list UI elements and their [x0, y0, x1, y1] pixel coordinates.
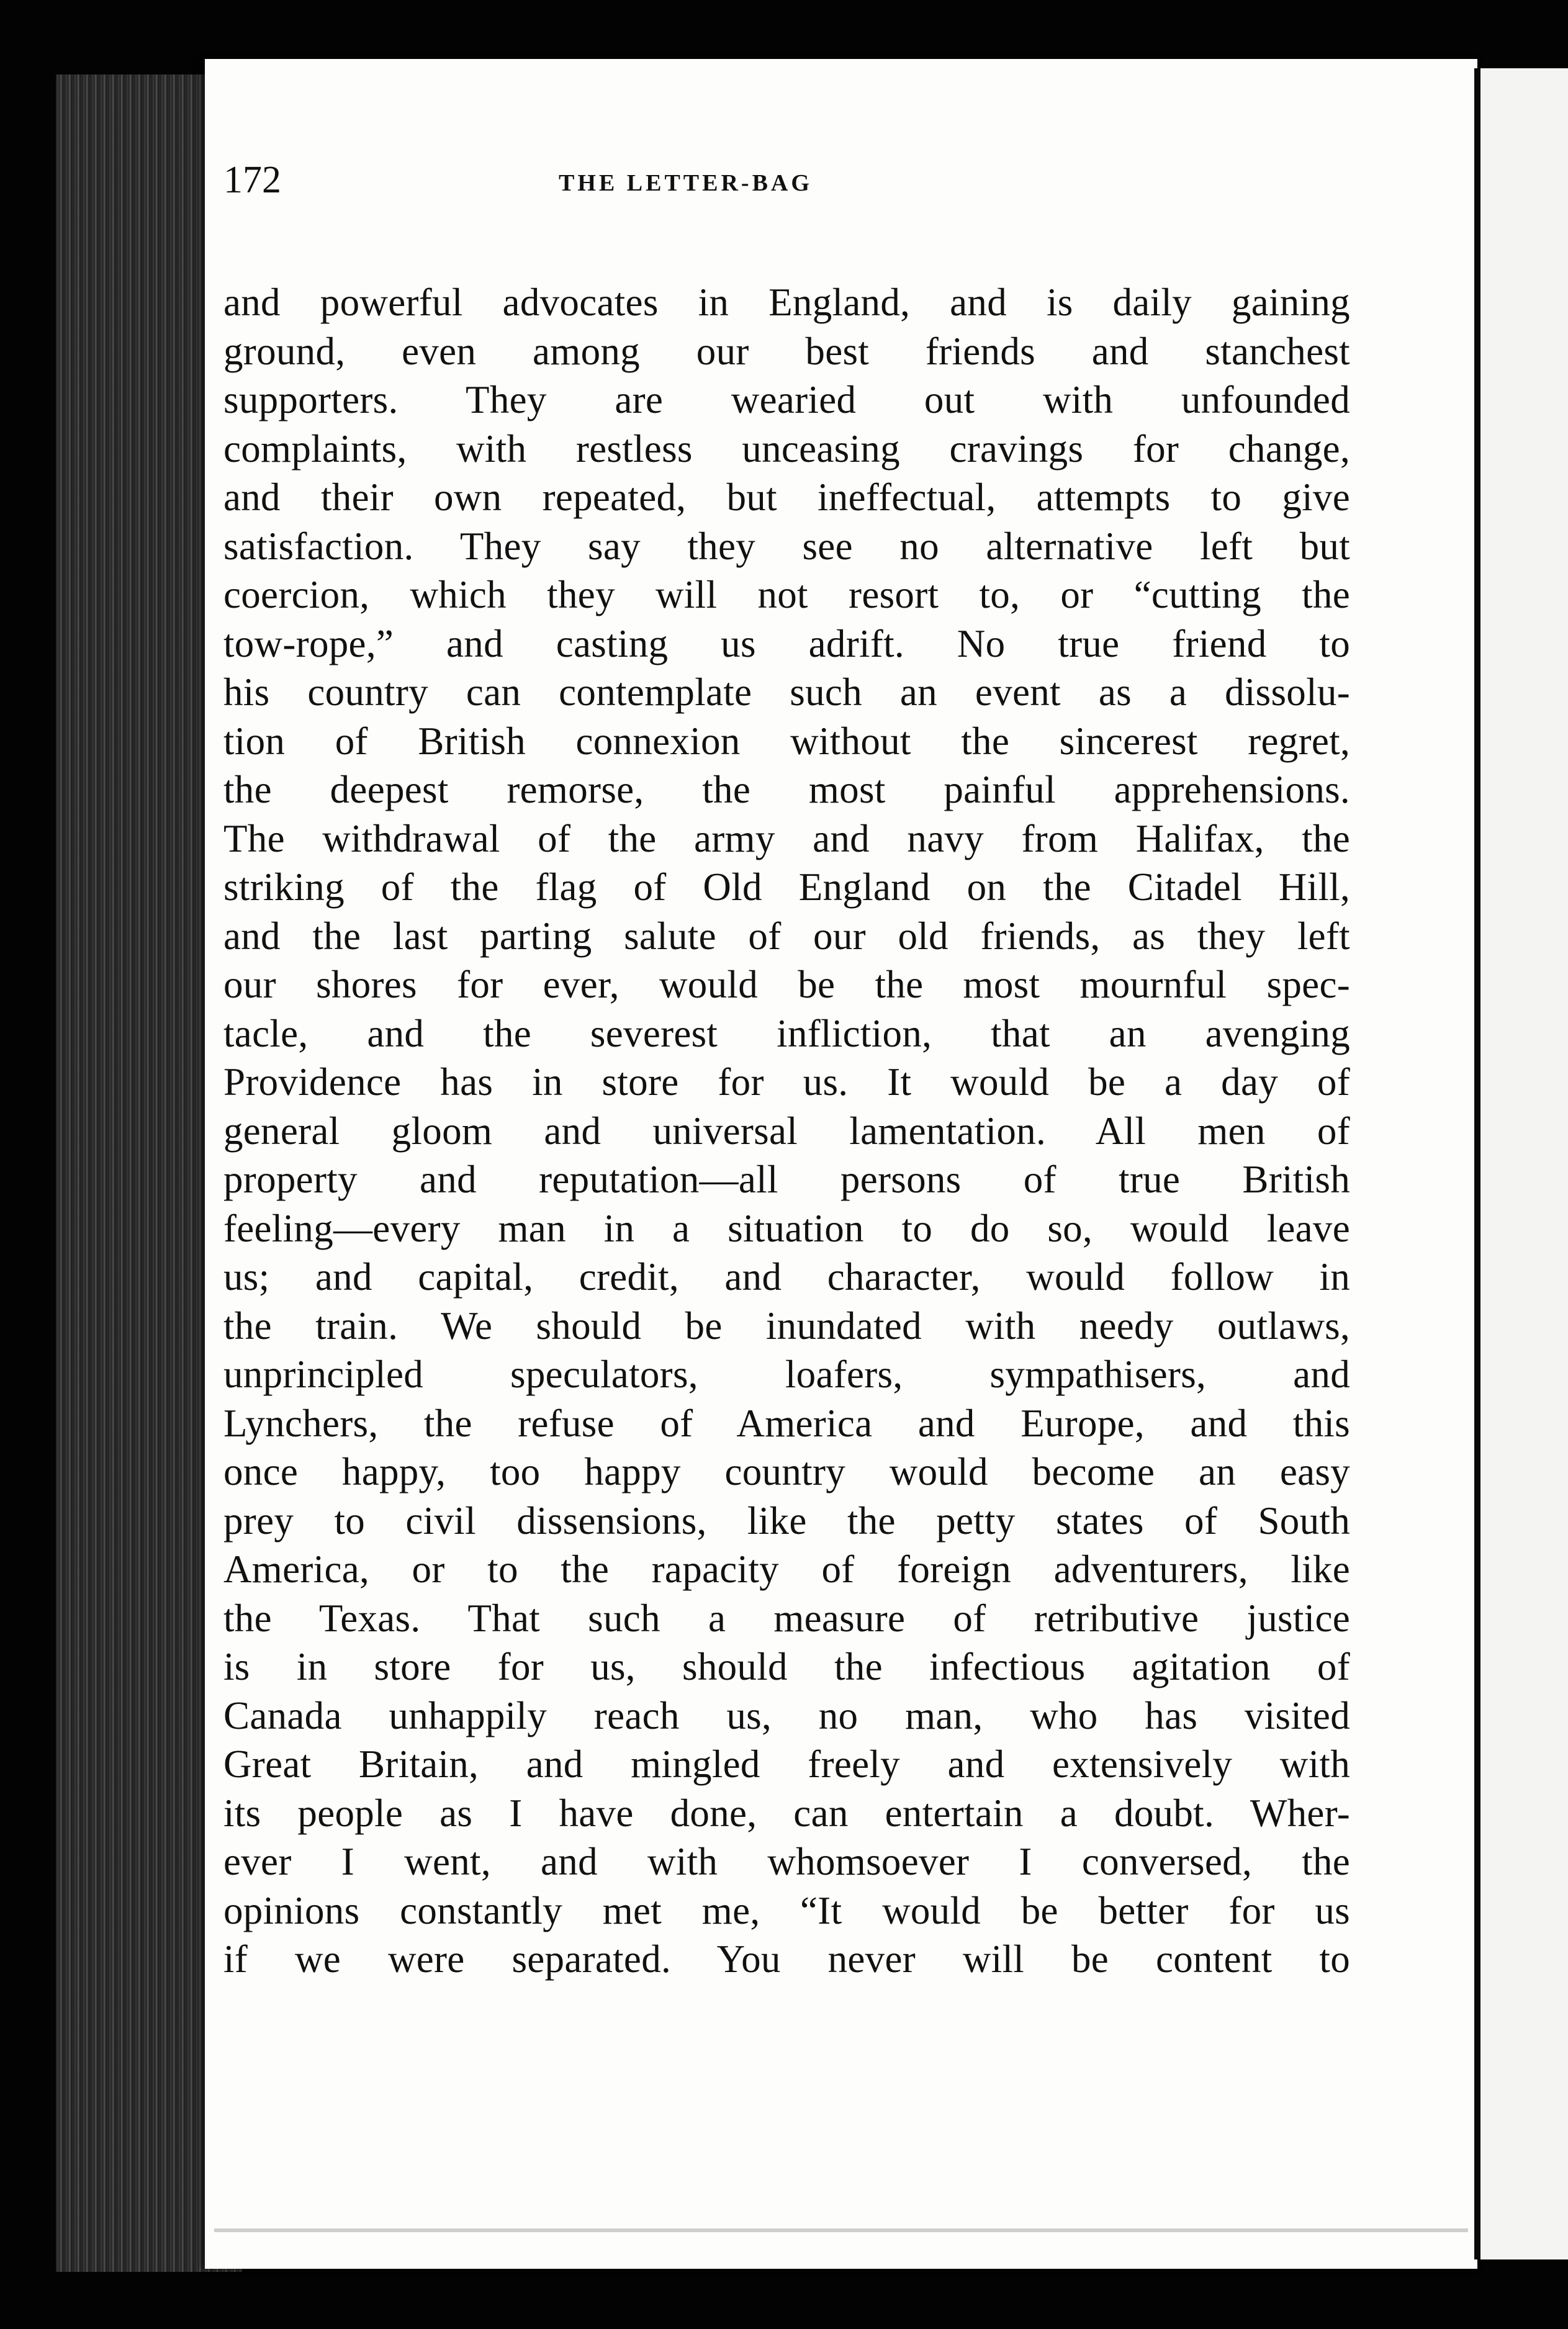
text-line: ever I went, and with whomsoever I conversed, the [223, 1840, 1350, 1883]
text-line: prey to civil dissensions, like the petty states of South [223, 1498, 1350, 1543]
text-line: his country can contemplate such an event as a dissolu- [223, 670, 1350, 714]
running-head: THE LETTER-BAG [559, 170, 813, 196]
text-line: the Texas. That such a measure of retributive justice [223, 1596, 1350, 1640]
text-line: supporters. They are wearied out with unfounded [223, 378, 1350, 421]
page-number: 172 [223, 159, 281, 201]
text-line: tacle, and the severest infliction, that an avenging [223, 1011, 1350, 1055]
text-line: and their own repeated, but ineffectual, attempts to give [223, 475, 1350, 519]
text-line: us; and capital, credit, and character, would follow in [223, 1255, 1350, 1299]
text-line: and powerful advocates in England, and is daily gaining [223, 281, 1350, 324]
text-line: satisfaction. They say they see no alternative left but [223, 524, 1350, 568]
text-line: property and reputation—all persons of true British [223, 1158, 1350, 1201]
text-line: Canada unhappily reach us, no man, who has visited [223, 1693, 1350, 1737]
text-line: and the last parting salute of our old friends, as they left [223, 914, 1350, 958]
text-line: the deepest remorse, the most painful apprehensions. [223, 768, 1350, 811]
body-text [223, 278, 1350, 1984]
text-line: tion of British connexion without the sincerest regret, [223, 719, 1350, 763]
page-bottom-edge [214, 2228, 1468, 2232]
facing-page-edge [1480, 68, 1568, 2259]
text-line: striking of the flag of Old England on the Citadel Hill, [223, 865, 1350, 909]
text-line: complaints, with restless unceasing cravings for change, [223, 426, 1350, 471]
text-line: general gloom and universal lamentation. All men of [223, 1109, 1350, 1153]
text-line: feeling—every man in a situation to do so, would leave [223, 1206, 1350, 1250]
text-line: Providence has in store for us. It would be a day of [223, 1060, 1350, 1104]
text-line: if we were separated. You never will be content to [223, 1937, 1350, 1981]
text-line: our shores for ever, would be the most mournful spec- [223, 963, 1350, 1006]
text-line: Great Britain, and mingled freely and extensively with [223, 1742, 1350, 1786]
text-line: once happy, too happy country would become an easy [223, 1450, 1350, 1493]
text-line: America, or to the rapacity of foreign adventurers, like [223, 1547, 1350, 1591]
text-line: ground, even among our best friends and stanchest [223, 329, 1350, 373]
text-line: tow-rope,” and casting us adrift. No true friend to [223, 621, 1350, 665]
text-line: unprincipled speculators, loafers, sympathisers, and [223, 1353, 1350, 1396]
text-line: opinions constantly met me, “It would be better for us [223, 1888, 1350, 1932]
text-line: Lynchers, the refuse of America and Europe, and this [223, 1401, 1350, 1445]
text-line: the train. We should be inundated with needy outlaws, [223, 1304, 1350, 1348]
text-line: coercion, which they will not resort to, or “cutting the [223, 573, 1350, 616]
page-header [223, 158, 1217, 214]
text-line: is in store for us, should the infectious agitation of [223, 1645, 1350, 1688]
text-line: its people as I have done, can entertain a doubt. Wher- [223, 1791, 1350, 1835]
text-line: The withdrawal of the army and navy from Halifax, the [223, 816, 1350, 860]
